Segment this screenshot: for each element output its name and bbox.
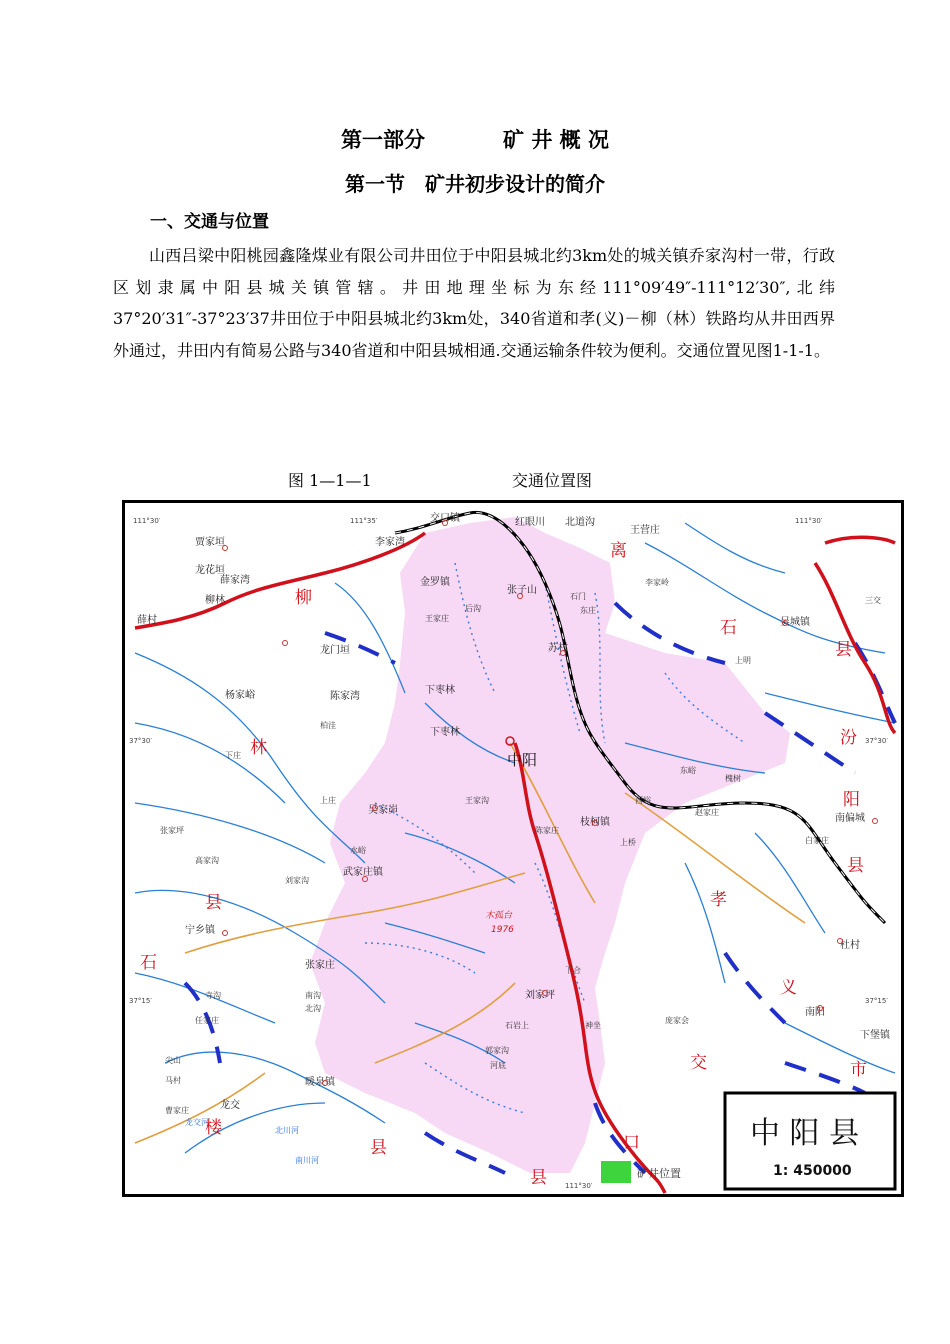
- coord-label: 37°30′: [865, 737, 888, 745]
- figure-name: 交通位置图: [512, 471, 593, 490]
- town-label: 薛家湾: [220, 575, 250, 586]
- neighbor-county-char: 孝: [710, 890, 727, 910]
- town-label: 陈家湾: [330, 691, 360, 702]
- page-title: [0, 124, 950, 154]
- coord-label: 111°30′: [133, 517, 161, 525]
- river-label: 北川河: [275, 1126, 299, 1135]
- neighbor-county-char: 市: [850, 1060, 867, 1080]
- neighbor-county-char: 石: [720, 618, 737, 638]
- neighbor-county-char: 离: [610, 541, 627, 561]
- neighbor-county-char: 汾: [840, 728, 857, 748]
- town-label: 龙交: [220, 1100, 240, 1111]
- town-label: 李家湾: [375, 537, 405, 548]
- town-label: 北道沟: [565, 517, 595, 528]
- village-label: 高家沟: [195, 856, 219, 865]
- town-label: 枝柯镇: [580, 817, 610, 828]
- village-label: 郭家沟: [485, 1046, 509, 1055]
- village-label: 任家庄: [195, 1016, 219, 1025]
- peak-height: 1976: [491, 925, 514, 935]
- village-label: 庞家会: [665, 1016, 689, 1025]
- village-label: 南沟: [305, 991, 321, 1000]
- village-label: 赵家庄: [695, 808, 719, 817]
- part-title: 矿 井 概 况: [503, 128, 609, 152]
- town-label: 苏村: [548, 643, 568, 654]
- town-label: 龙门垣: [320, 645, 350, 656]
- village-label: 马村: [165, 1076, 181, 1085]
- neighbor-county-char: 林: [250, 738, 267, 758]
- village-label: 王家沟: [465, 796, 489, 805]
- village-label: 东峪: [680, 766, 696, 775]
- traffic-location-map: [122, 500, 904, 1197]
- village-label: 石岩上: [505, 1021, 529, 1030]
- town-label: 武家庄镇: [343, 867, 383, 878]
- neighbor-county-char: 县: [530, 1168, 547, 1188]
- section-title: [0, 168, 950, 197]
- village-label: 上明: [735, 656, 751, 665]
- village-label: 河底: [490, 1061, 506, 1070]
- section-number: 第一节: [345, 172, 405, 196]
- body-paragraph: 山西吕梁中阳桃园鑫隆煤业有限公司井田位于中阳县城北约3km处的城关镇乔家沟村一带，行政区划隶属中阳县城关镇管辖。井田地理坐标为东经111°09′49″-111°12′30″,北纬37°20′31″-37°23′37井田位于中阳县城北约3km处，340省道和孝(义)－柳（林）铁路均从井田西界外通过，井田内有简易公路与340省道和中阳县城相通.交通运输条件较为便利。交通位置见图1-1-1。: [113, 246, 835, 360]
- town-label: 下枣林: [430, 727, 460, 738]
- zhongyang-county-area: [310, 517, 790, 1173]
- town-label: 龙花垣: [195, 565, 225, 576]
- map-title: 中 阳 县: [750, 1116, 860, 1151]
- neighbor-county-char: 口: [623, 1133, 640, 1153]
- river-label: 龙交河: [185, 1118, 209, 1127]
- town-label: 南阳: [805, 1007, 825, 1018]
- village-label: 刘家沟: [285, 876, 309, 885]
- town-label: 刘家坪: [525, 990, 555, 1001]
- village-label: 陈家庄: [535, 826, 559, 835]
- village-label: 李家岭: [645, 578, 669, 587]
- neighbor-county-char: 阳: [843, 790, 860, 810]
- village-label: 上庄: [320, 796, 336, 805]
- town-label: 下枣林: [425, 685, 455, 696]
- town-label: 张家庄: [305, 960, 335, 971]
- village-label: 水峪: [350, 846, 366, 855]
- coord-label: 111°30′: [795, 517, 823, 525]
- town-label: 薛村: [137, 615, 157, 626]
- neighbor-county-char: 柳: [295, 588, 312, 608]
- neighbor-county-char: 县: [205, 893, 222, 913]
- town-label: 下堡镇: [860, 1030, 890, 1041]
- town-label: 金罗镇: [420, 577, 450, 588]
- village-label: 三交: [865, 596, 881, 605]
- village-label: 上桥: [620, 838, 636, 847]
- coord-label: 37°30′: [129, 737, 152, 745]
- village-label: 尖山: [165, 1056, 181, 1065]
- legend-mine-label: 矿井位置: [637, 1167, 681, 1180]
- town-label: 杨家峪: [225, 690, 255, 701]
- town-label: 南偏城: [835, 813, 865, 824]
- neighbor-county-char: 楼: [205, 1118, 222, 1138]
- village-label: 王家庄: [425, 614, 449, 623]
- town-label: 吴家峁: [368, 805, 398, 816]
- subsection-heading: 一、交通与位置: [150, 212, 269, 232]
- town-label: 张子山: [507, 585, 537, 596]
- coord-label: 111°30′: [565, 1182, 593, 1190]
- coord-label: 111°35′: [350, 517, 378, 525]
- village-label: 曹家庄: [165, 1106, 189, 1115]
- map-svg: [125, 503, 901, 1194]
- village-label: 西峪: [635, 796, 651, 805]
- section-name: 矿井初步设计的简介: [425, 172, 605, 196]
- town-label: 宁乡镇: [185, 925, 215, 936]
- neighbor-county-char: 县: [847, 856, 864, 876]
- map-scale: 1: 450000: [773, 1163, 852, 1179]
- legend-mine-swatch: [601, 1161, 631, 1183]
- village-label: 下庄: [225, 751, 241, 760]
- coord-label: 37°15′: [129, 997, 152, 1005]
- village-label: 白家庄: [805, 836, 829, 845]
- town-label: 红眼川: [515, 517, 545, 528]
- neighbor-county-char: 县: [835, 640, 852, 660]
- village-label: 东庄: [580, 606, 596, 615]
- center-town-label: 中阳: [507, 751, 538, 769]
- village-label: 后沟: [465, 604, 481, 613]
- town-label: 柳林: [205, 595, 225, 606]
- village-label: 神坐: [585, 1021, 601, 1030]
- neighbor-county-char: 义: [780, 978, 797, 998]
- coord-label: 37°15′: [865, 997, 888, 1005]
- figure-number: 图 1—1—1: [288, 471, 372, 490]
- neighbor-county-char: 石: [140, 953, 157, 973]
- river-label: 南川河: [295, 1156, 319, 1165]
- village-label: 槐树: [725, 774, 741, 783]
- town-label: 暖泉镇: [305, 1077, 335, 1088]
- village-label: 北沟: [305, 1004, 321, 1013]
- town-label: 吴城镇: [780, 617, 810, 628]
- village-label: 柏洼: [320, 721, 336, 730]
- village-label: 寺沟: [205, 991, 221, 1000]
- neighbor-county-char: 交: [690, 1053, 707, 1073]
- village-label: 张家坪: [160, 826, 184, 835]
- village-label: 石门: [570, 592, 586, 601]
- town-label: 王营庄: [630, 525, 660, 536]
- town-label: 交口镇: [430, 513, 460, 524]
- part-label: 第一部分: [341, 128, 426, 152]
- town-label: 杜村: [840, 940, 860, 951]
- town-label: 贾家垣: [195, 537, 225, 548]
- village-label: 下合: [565, 966, 581, 975]
- peak-name: 木孤台: [485, 911, 513, 921]
- neighbor-county-char: 县: [370, 1138, 387, 1158]
